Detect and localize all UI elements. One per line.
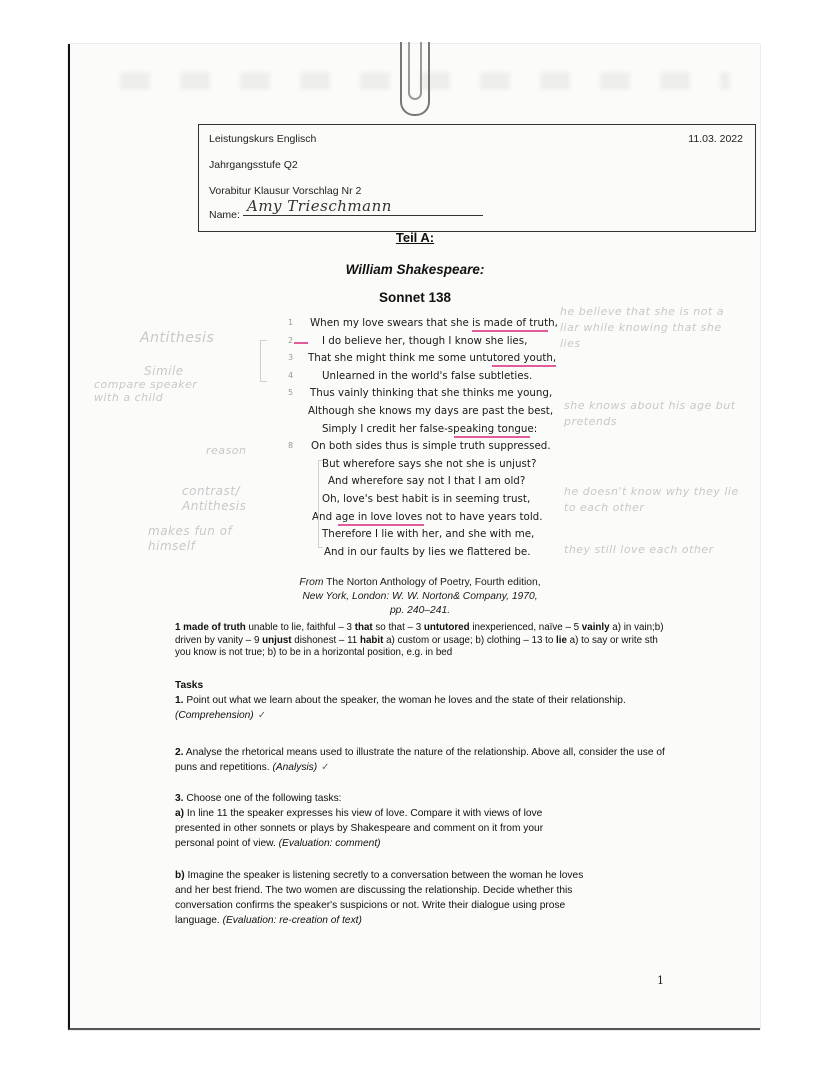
- poem-line: And age in love loves not to have years told.: [312, 510, 543, 523]
- checkmark-icon: ✓: [257, 710, 267, 721]
- exam-date: 11.03. 2022: [688, 133, 743, 145]
- poem-line: Although she knows my days are past the best,: [308, 405, 554, 417]
- exam-paper: [68, 44, 760, 1030]
- poem-line: Unlearned in the world's false subtleties.: [322, 369, 533, 382]
- margin-note: contrast/ Antithesis: [182, 484, 247, 513]
- pencil-bracket: [318, 460, 323, 548]
- poem-line: And wherefore say not I that I am old?: [328, 475, 526, 488]
- gloss-term: lie: [556, 634, 567, 646]
- page-number: 1: [657, 974, 664, 987]
- header-box: [198, 124, 756, 232]
- gloss-term: habit: [359, 634, 384, 646]
- paper-clip-icon: [400, 42, 430, 116]
- gloss-term: unjust: [262, 634, 292, 646]
- poem-line: And in our faults by lies we flattered be.: [324, 545, 531, 558]
- line-number: 8: [288, 441, 294, 451]
- margin-note: makes fun of himself: [148, 524, 233, 553]
- gloss-def: so that – 3: [372, 622, 424, 633]
- checkmark-icon: ✓: [321, 762, 330, 773]
- poem-line: Therefore I lie with her, and she with me,: [322, 528, 535, 541]
- margin-note: Antithesis: [140, 330, 215, 346]
- poem-line: When my love swears that she is made of truth,: [310, 317, 558, 329]
- name-label: Name:: [209, 209, 240, 221]
- poem-line: That she might think me some untutored youth,: [308, 352, 557, 365]
- author-heading: William Shakespeare:: [345, 262, 485, 277]
- poem-line: I do believe her, though I know she lies,: [322, 334, 528, 347]
- margin-note: reason: [206, 444, 247, 457]
- margin-note: he doesn't know why they lie to each other: [564, 485, 739, 514]
- task-3a: a) In line 11 the speaker expresses his view of love. Compare it with views of love presented in other sonnets or plays by Shakespeare and comment on it from your personal point of view. (Evaluation: comment): [175, 808, 544, 849]
- pink-dash: [294, 342, 308, 344]
- part-heading: Teil A:: [395, 230, 435, 245]
- gloss-def: inexperienced, naïve – 5: [469, 622, 582, 633]
- task-2: 2. Analyse the rhetorical means used to illustrate the nature of the relationship. Above all, consider the use of puns and repetitions. (Analysis) ✓: [175, 747, 665, 773]
- student-name-handwritten: Amy Trieschmann: [247, 197, 392, 215]
- tasks-heading: Tasks: [175, 680, 204, 691]
- margin-note: he believe that she is not a liar while knowing that she lies: [560, 305, 724, 350]
- pencil-bracket: [260, 340, 267, 382]
- gloss-term: untutored: [423, 622, 470, 633]
- task-1: 1. Point out what we learn about the speaker, the woman he loves and the state of their relationship. (Comprehension) ✓: [175, 695, 626, 721]
- poem-line: Oh, love's best habit is in seeming trust,: [322, 493, 531, 505]
- task-3b: b) Imagine the speaker is listening secretly to a conversation between the woman he loves and her best friend. The two women are discussing the relationship. Decide whether this conversation confirms the speaker's suspicions or not. Write their dialogue using prose language. (Evaluation: re-creation of text): [175, 870, 584, 926]
- margin-note: compare speaker with a child: [94, 378, 198, 404]
- gloss-def: a) to say or write sth you know is not true; b) to be in a horizontal position, e.g. in bed: [175, 634, 658, 658]
- glossary: [175, 622, 665, 660]
- margin-note: Simile: [144, 364, 184, 378]
- line-number: 2: [288, 335, 294, 345]
- source-pages: pp. 240–241.: [389, 605, 451, 616]
- grade-label: Jahrgangsstufe Q2: [209, 159, 298, 171]
- gloss-term: 1 made of truth: [175, 622, 246, 633]
- gloss-term: that: [354, 622, 373, 633]
- name-underline: [243, 215, 483, 216]
- line-number: 4: [288, 370, 294, 380]
- line-number: 1: [288, 318, 294, 327]
- gloss-def: dishonest – 11: [291, 634, 360, 646]
- source-from: From: [299, 577, 324, 588]
- poem-line: Thus vainly thinking that she thinks me young,: [310, 387, 553, 400]
- task-3: 3. Choose one of the following tasks:: [175, 793, 342, 804]
- line-number: 3: [288, 353, 294, 363]
- pink-underline: [338, 524, 424, 526]
- source-citation: [270, 576, 570, 618]
- gloss-term: vainly: [581, 622, 610, 633]
- poem-line: Simply I credit her false-speaking tongue:: [322, 422, 538, 435]
- poem-line: But wherefore says she not she is unjust?: [322, 457, 537, 470]
- gloss-def: unable to lie, faithful – 3: [245, 622, 355, 633]
- exam-label: Vorabitur Klausur Vorschlag Nr 2: [209, 185, 362, 197]
- source-publisher: New York, London: W. W. Norton& Company, 1970,: [302, 591, 538, 602]
- poem-title: Sonnet 138: [378, 290, 452, 305]
- margin-note: they still love each other: [564, 543, 714, 556]
- margin-note: she knows about his age but pretends: [564, 399, 736, 428]
- source-title: The Norton Anthology of Poetry, Fourth edition,: [326, 577, 541, 588]
- course-label: Leistungskurs Englisch: [209, 133, 317, 145]
- line-number: 5: [288, 388, 294, 398]
- pink-underline: [472, 330, 548, 332]
- pink-underline: [454, 436, 530, 438]
- pink-underline: [492, 365, 556, 367]
- poem-line: On both sides thus is simple truth suppressed.: [311, 440, 551, 453]
- gloss-def: a) custom or usage; b) clothing – 13 to: [383, 634, 557, 646]
- gloss-def: a) in vain;b) driven by vanity – 9: [175, 622, 664, 646]
